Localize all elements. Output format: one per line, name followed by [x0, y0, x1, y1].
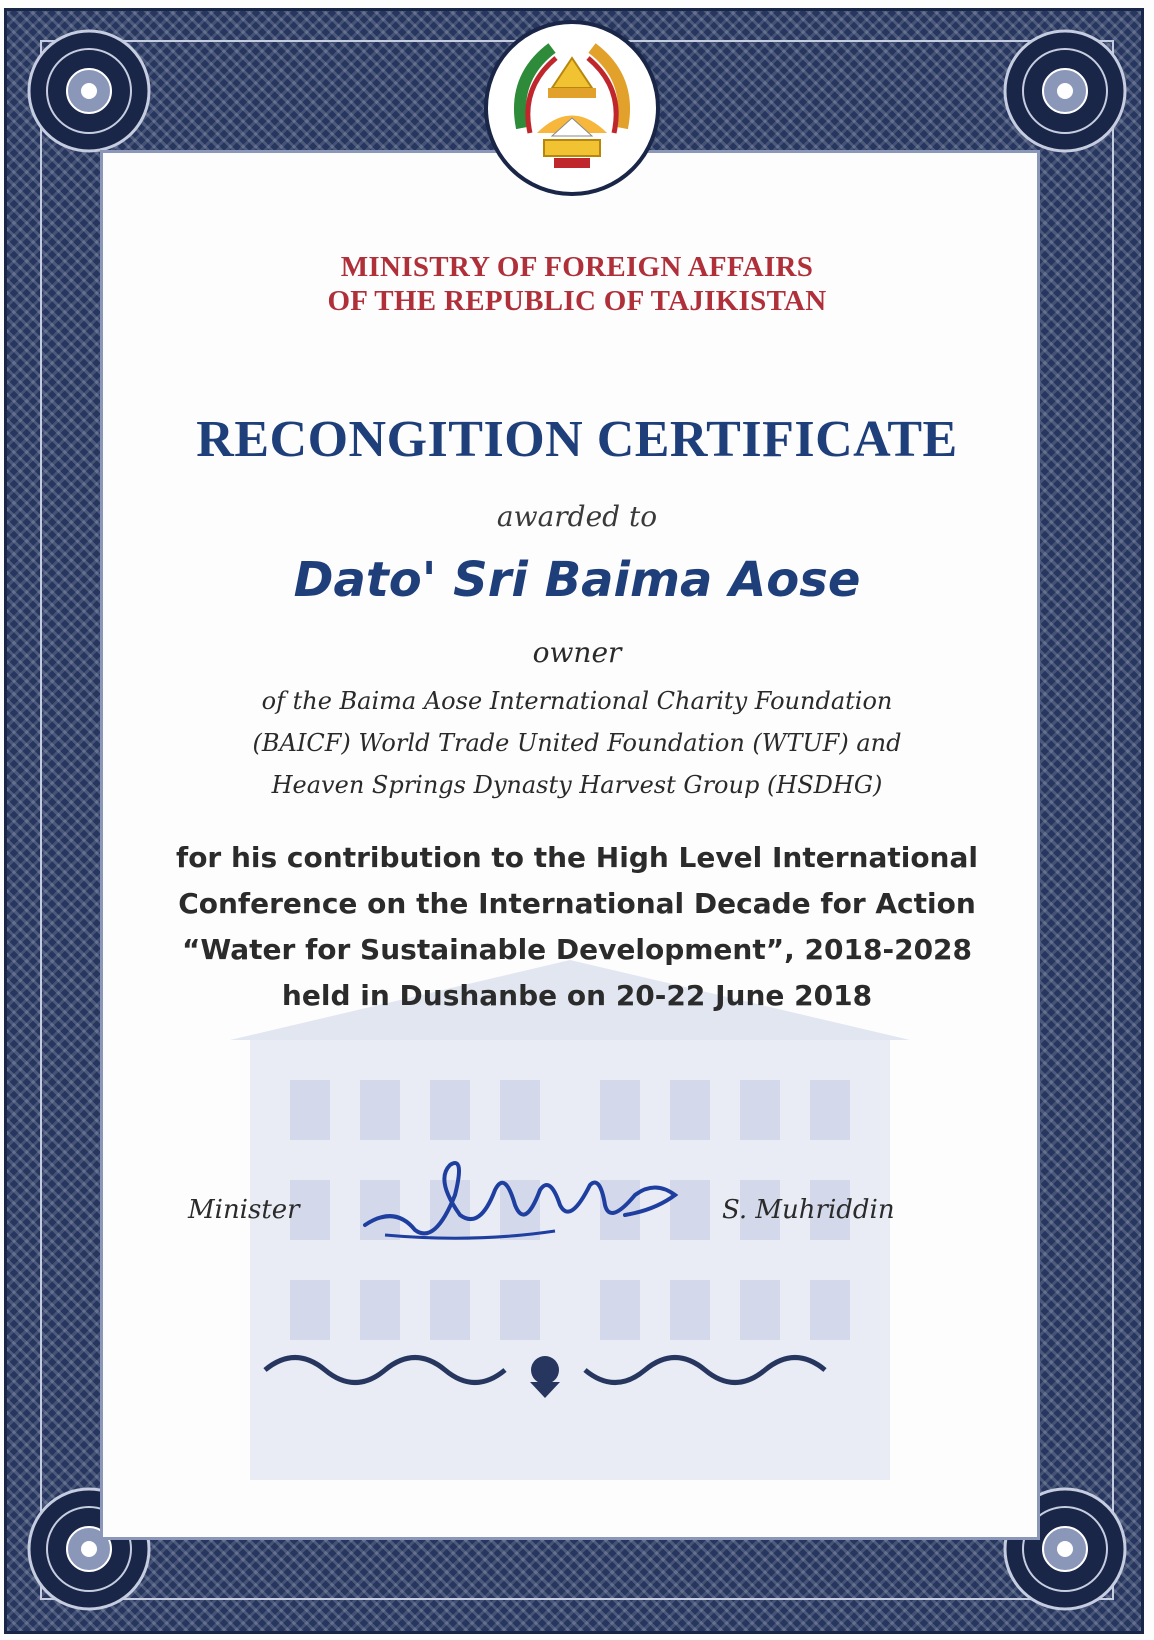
- ministry-line-1: MINISTRY OF FOREIGN AFFAIRS: [340, 251, 814, 283]
- awarded-to-label: awarded to: [496, 500, 658, 533]
- organization-line: of the Baima Aose International Charity Foundation: [261, 687, 893, 715]
- signatory-title: Minister: [188, 1195, 300, 1225]
- corner-rosette-icon: [990, 16, 1140, 166]
- contribution-line: for his contribution to the High Level International: [176, 841, 978, 874]
- contribution-statement: [0, 835, 1154, 1019]
- organization-line: (BAICF) World Trade United Foundation (WTUF) and: [252, 729, 902, 757]
- ministry-line-2: OF THE REPUBLIC OF TAJIKISTAN: [327, 285, 827, 317]
- signatory-name: S. Muhriddin: [722, 1195, 895, 1225]
- contribution-line: “Water for Sustainable Development”, 2018-2028: [181, 933, 973, 966]
- organization-description: [0, 680, 1154, 806]
- scroll-flourish-icon: [255, 1340, 835, 1400]
- contribution-line: Conference on the International Decade for Action: [178, 887, 976, 920]
- handwritten-signature-image: [355, 1135, 695, 1255]
- recipient-role: owner: [532, 636, 622, 669]
- contribution-line: held in Dushanbe on 20-22 June 2018: [281, 979, 873, 1012]
- organization-line: Heaven Springs Dynasty Harvest Group (HSDHG): [271, 771, 883, 799]
- issuer-heading: [0, 250, 1154, 318]
- recipient-name: Dato' Sri Baima Aose: [293, 552, 861, 608]
- corner-rosette-icon: [14, 16, 164, 166]
- tajikistan-coat-of-arms-icon: [482, 18, 662, 198]
- certificate-title: RECONGITION CERTIFICATE: [196, 411, 958, 468]
